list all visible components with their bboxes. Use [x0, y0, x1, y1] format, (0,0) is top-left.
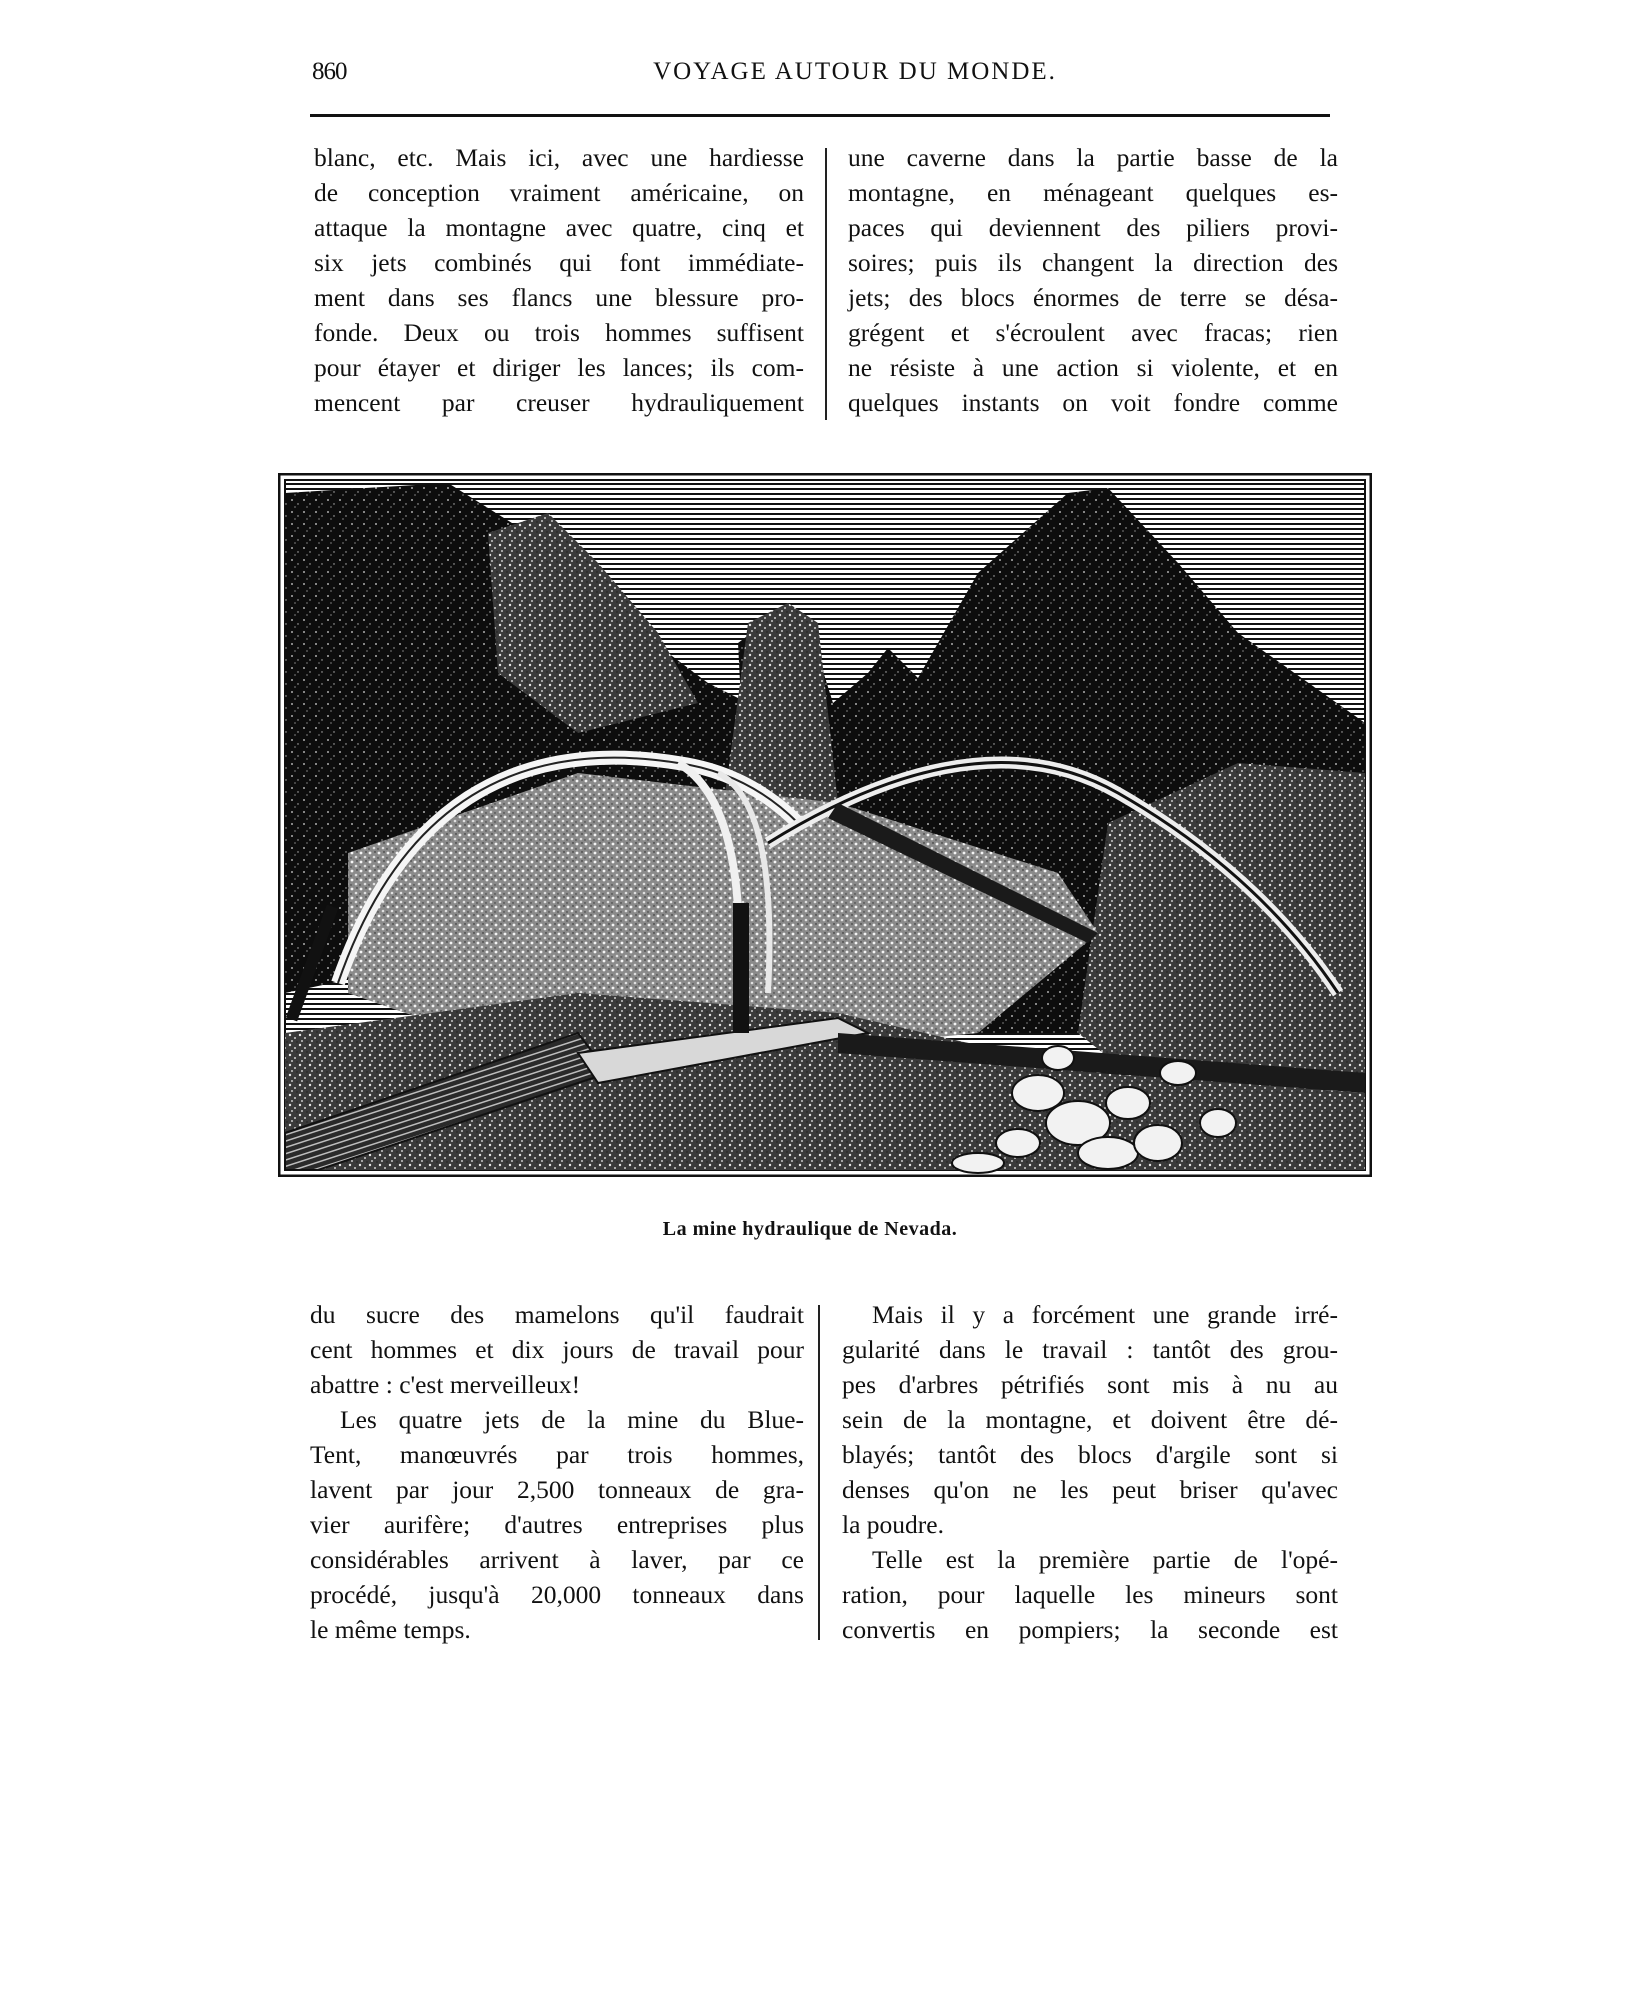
- text-line: denses qu'on ne les peut briser qu'avec: [842, 1475, 1338, 1504]
- text-line: jets; des blocs énormes de terre se désa-: [848, 283, 1338, 312]
- text-line: considérables arrivent à laver, par ce: [310, 1545, 804, 1574]
- text-line: fonde. Deux ou trois hommes suffisent: [314, 318, 804, 347]
- figure-caption: La mine hydraulique de Nevada.: [662, 1218, 958, 1240]
- text-line: blanc, etc. Mais ici, avec une hardiesse: [314, 143, 804, 172]
- text-line: pour étayer et diriger les lances; ils com-: [314, 353, 804, 382]
- bottom-right-column: [842, 1297, 1338, 1647]
- text-line: quelques instants on voit fondre comme: [848, 388, 1338, 417]
- text-line: grégent et s'écroulent avec fracas; rien: [848, 318, 1338, 347]
- column-divider: [818, 1305, 820, 1640]
- running-title: VOYAGE AUTOUR DU MONDE.: [653, 58, 1057, 85]
- text-line: une caverne dans la partie basse de la: [848, 143, 1338, 172]
- text-line: cent hommes et dix jours de travail pour: [310, 1335, 804, 1364]
- text-line: convertis en pompiers; la seconde est: [842, 1615, 1338, 1644]
- column-divider: [825, 148, 827, 420]
- top-right-column: [848, 140, 1338, 420]
- text-line: soires; puis ils changent la direction des: [848, 248, 1338, 277]
- text-line: gularité dans le travail : tantôt des grou-: [842, 1335, 1338, 1364]
- text-line: procédé, jusqu'à 20,000 tonneaux dans: [310, 1580, 804, 1609]
- text-line: blayés; tantôt des blocs d'argile sont si: [842, 1440, 1338, 1469]
- text-line: Tent, manœuvrés par trois hommes,: [310, 1440, 804, 1469]
- text-line: montagne, en ménageant quelques es-: [848, 178, 1338, 207]
- engraving-illustration: [278, 473, 1372, 1177]
- text-line: mencent par creuser hydrauliquement: [314, 388, 804, 417]
- text-line: ration, pour laquelle les mineurs sont: [842, 1580, 1338, 1609]
- text-line: paces qui deviennent des piliers provi-: [848, 213, 1338, 242]
- text-line: attaque la montagne avec quatre, cinq et: [314, 213, 804, 242]
- text-line: de conception vraiment américaine, on: [314, 178, 804, 207]
- text-line: Mais il y a forcément une grande irré-: [872, 1300, 1338, 1329]
- top-left-column: [314, 140, 804, 420]
- text-line: la poudre.: [842, 1510, 944, 1539]
- text-line: Les quatre jets de la mine du Blue-: [340, 1405, 804, 1434]
- text-line: pes d'arbres pétrifiés sont mis à nu au: [842, 1370, 1338, 1399]
- page-number: 860: [312, 58, 347, 85]
- text-line: lavent par jour 2,500 tonneaux de gra-: [310, 1475, 804, 1504]
- bottom-left-column: [310, 1297, 804, 1647]
- text-line: ment dans ses flancs une blessure pro-: [314, 283, 804, 312]
- text-line: Telle est la première partie de l'opé-: [872, 1545, 1338, 1574]
- text-line: sein de la montagne, et doivent être dé-: [842, 1405, 1338, 1434]
- text-line: ne résiste à une action si violente, et en: [848, 353, 1338, 382]
- text-line: abattre : c'est merveilleux!: [310, 1370, 581, 1399]
- text-line: le même temps.: [310, 1615, 471, 1644]
- nozzle-stand: [733, 903, 749, 1033]
- header-rule: [310, 114, 1330, 117]
- text-line: du sucre des mamelons qu'il faudrait: [310, 1300, 804, 1329]
- text-line: vier aurifère; d'autres entreprises plus: [310, 1510, 804, 1539]
- text-line: six jets combinés qui font immédiate-: [314, 248, 804, 277]
